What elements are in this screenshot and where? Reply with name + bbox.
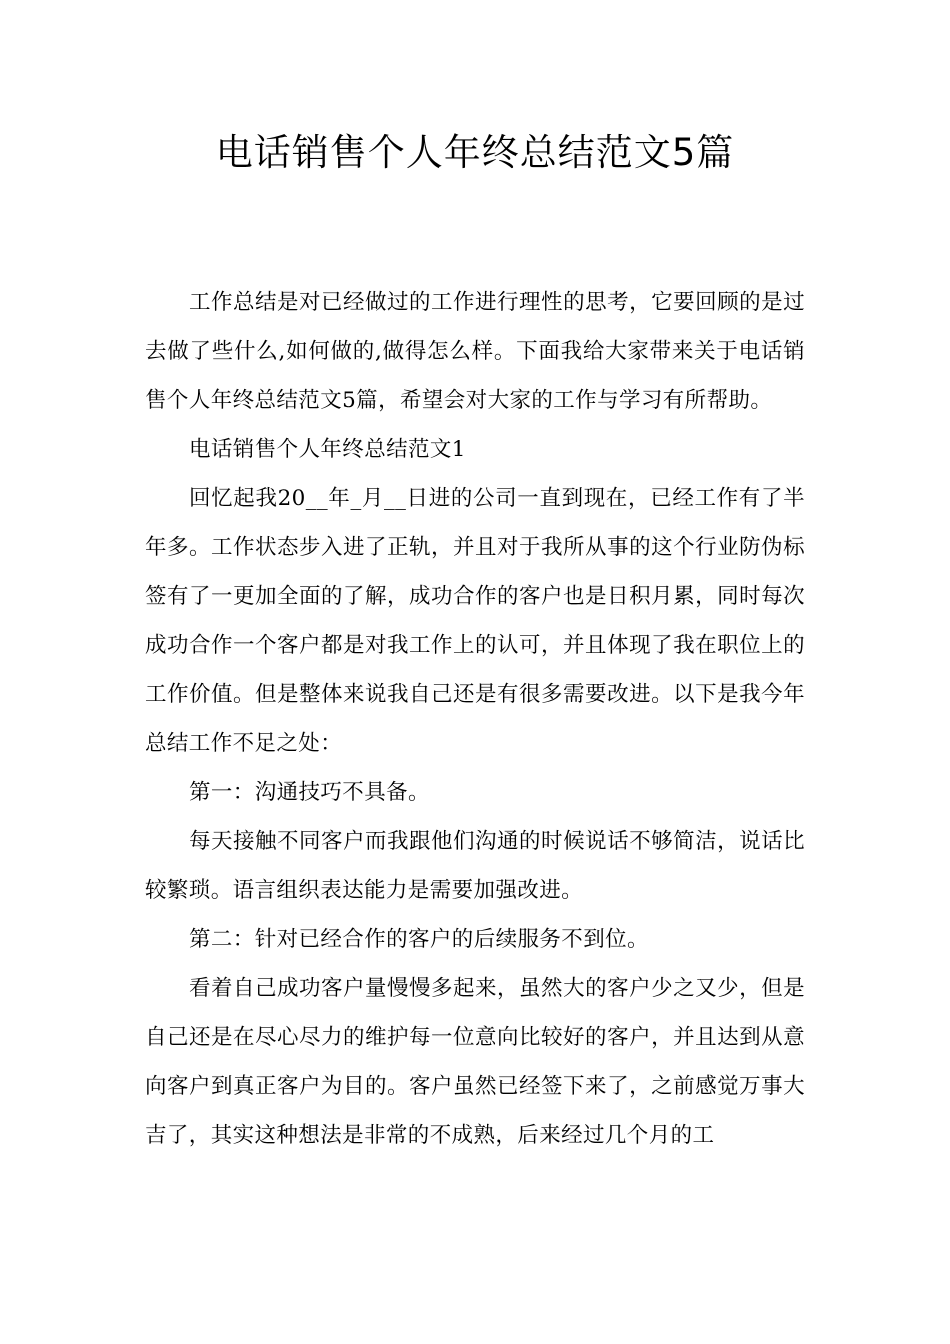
point-heading-2: 第二：针对已经合作的客户的后续服务不到位。 xyxy=(189,927,649,952)
body-paragraph: 回忆起我20__年_月__日进的公司一直到现在，已经工作有了半年多。工作状态步入进了正轨，并且对于我所从事的这个行业防伪标签有了一更加全面的了解，成功合作的客户也是日积月累，同时每次成功合作一个客户都是对我工作上的认可，并且体现了我在职位上的工作价值。但是整体来说我自己还是有很多需要改进。以下是我今年总结工作不足之处： xyxy=(145,486,805,756)
body-paragraph: 每天接触不同客户而我跟他们沟通的时候说话不够简洁，说话比较繁琐。语言组织表达能力是需要加强改进。 xyxy=(145,829,805,903)
section-heading-1: 电话销售个人年终总结范文1 xyxy=(189,437,466,462)
document-body xyxy=(145,278,805,1160)
intro-paragraph: 工作总结是对已经做过的工作进行理性的思考，它要回顾的是过去做了些什么,如何做的,做得怎么样。下面我给大家带来关于电话销售个人年终总结范文5篇，希望会对大家的工作与学习有所帮助。 xyxy=(145,290,805,413)
point-heading-1: 第一：沟通技巧不具备。 xyxy=(189,780,430,805)
document-title: 电话销售个人年终总结范文5篇 xyxy=(215,131,735,174)
body-paragraph: 看着自己成功客户量慢慢多起来，虽然大的客户少之又少，但是自己还是在尽心尽力的维护每一位意向比较好的客户，并且达到从意向客户到真正客户为目的。客户虽然已经签下来了，之前感觉万事大吉了，其实这种想法是非常的不成熟，后来经过几个月的工 xyxy=(145,976,805,1148)
